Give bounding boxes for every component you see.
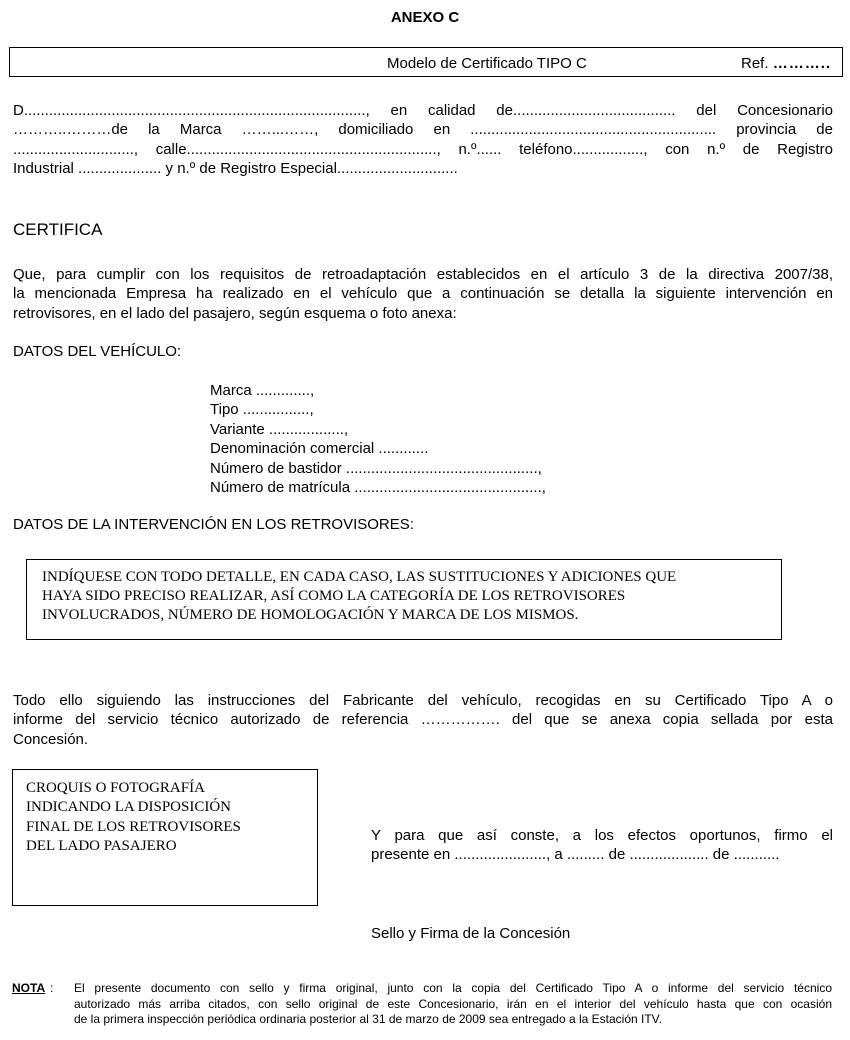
reference-value: ……….. xyxy=(772,55,832,72)
certification-line: retrovisores, en el lado del pasajero, según esquema o foto anexa: xyxy=(13,304,457,322)
certifica-heading: CERTIFICA xyxy=(13,220,103,239)
note-line: El presente documento con sello y firma original, junto con la copia del Certificado Tipo A o informe del servicio técnico xyxy=(74,981,832,995)
note-colon: : xyxy=(50,981,54,995)
intervention-instructions-box xyxy=(26,559,782,640)
declarant-line: ............................., calle............................................................, n.º...... teléfono................., con n.º de Registro xyxy=(13,140,833,158)
intervention-instructions-line: HAYA SIDO PRECISO REALIZAR, ASÍ COMO LA CATEGORÍA DE LOS RETROVISORES xyxy=(42,588,626,604)
declarant-paragraph xyxy=(13,101,833,179)
vehicle-field-bastidor: Número de bastidor .............................................., xyxy=(210,459,542,477)
note-text xyxy=(74,981,832,1028)
certificate-model-label: Modelo de Certificado TIPO C xyxy=(387,55,587,72)
sketch-photo-line: FINAL DE LOS RETROVISORES xyxy=(26,818,241,835)
certification-paragraph xyxy=(13,265,833,323)
intervention-data-heading: DATOS DE LA INTERVENCIÓN EN LOS RETROVISORES: xyxy=(13,516,414,533)
vehicle-data-heading: DATOS DEL VEHÍCULO: xyxy=(13,343,182,360)
vehicle-field-marca: Marca ............., xyxy=(210,382,315,399)
vehicle-field-tipo: Tipo ................, xyxy=(210,401,314,419)
note-line: de la primera inspección periódica ordinaria posterior al 31 de marzo de 2009 sea entregado a la Estación ITV. xyxy=(74,1012,662,1026)
manufacturer-line: informe del servicio técnico autorizado de referencia ……………. del que se anexa copia sellada por esta xyxy=(13,711,833,729)
intervention-instructions-line: INDÍQUESE CON TODO DETALLE, EN CADA CASO, LAS SUSTITUCIONES Y ADICIONES QUE xyxy=(42,569,677,585)
certification-line: la mencionada Empresa ha realizado en el vehículo que a continuación se detalla la siguiente intervención en xyxy=(13,285,833,303)
signature-statement-line: presente en ......................, a ......... de ................... de ........... xyxy=(371,846,780,864)
certificate-model-box xyxy=(9,47,843,77)
sketch-photo-line: INDICANDO LA DISPOSICIÓN xyxy=(26,799,232,816)
vehicle-field-denominacion: Denominación comercial ............ xyxy=(210,440,429,458)
declarant-line: Industrial .................... y n.º de Registro Especial............................. xyxy=(13,160,458,178)
reference-label: Ref. xyxy=(741,55,769,72)
manufacturer-line: Todo ello siguiendo las instrucciones del Fabricante del vehículo, recogidas en su Certificado Tipo A o xyxy=(13,692,833,709)
vehicle-field-variante: Variante .................., xyxy=(210,420,349,438)
signature-statement xyxy=(371,826,833,865)
vehicle-field-matricula: Número de matrícula ............................................., xyxy=(210,479,546,497)
sketch-photo-line: CROQUIS O FOTOGRAFÍA xyxy=(26,780,205,796)
sketch-photo-text xyxy=(26,779,241,857)
manufacturer-line: Concesión. xyxy=(13,730,89,748)
signature-statement-line: Y para que así conste, a los efectos oportunos, firmo el xyxy=(371,827,833,844)
note-line: autorizado más arriba citados, con sello original de este Concesionario, irán en el interior del vehículo hasta que con ocasión xyxy=(74,996,832,1011)
stamp-signature-label: Sello y Firma de la Concesión xyxy=(371,925,571,942)
document-title: ANEXO C xyxy=(390,9,460,26)
vehicle-data-list xyxy=(210,381,546,497)
intervention-instructions-line: INVOLUCRADOS, NÚMERO DE HOMOLOGACIÓN Y MARCA DE LOS MISMOS. xyxy=(42,607,579,623)
intervention-instructions-text xyxy=(42,568,676,625)
sketch-photo-box xyxy=(12,769,318,906)
declarant-line: D.................................................................................., en calidad de....................................... del Concesionario xyxy=(13,102,833,119)
note-label: NOTA xyxy=(12,981,46,995)
manufacturer-instructions-paragraph xyxy=(13,691,833,749)
declarant-line: ………..………de la Marca ……...……, domiciliado en ........................................................... provincia de xyxy=(13,121,833,139)
reference-field xyxy=(741,55,831,72)
sketch-photo-line: DEL LADO PASAJERO xyxy=(26,838,177,855)
certification-line: Que, para cumplir con los requisitos de retroadaptación establecidos en el artículo 3 de la directiva 2007/38, xyxy=(13,266,833,283)
